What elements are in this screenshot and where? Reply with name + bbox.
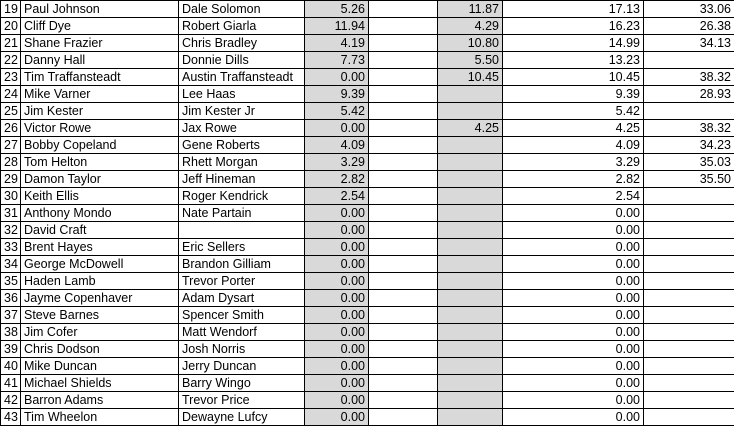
round-1-score-cell[interactable]: 11.94	[305, 18, 369, 35]
table-row	[1, 171, 734, 188]
table-row	[1, 154, 734, 171]
extra-score-cell[interactable]	[644, 290, 734, 307]
table-row	[1, 120, 734, 137]
team-name-cell[interactable]: Jim Kester	[21, 103, 179, 120]
partner-name-cell[interactable]	[179, 222, 305, 239]
partner-name-cell[interactable]: Gene Roberts	[179, 137, 305, 154]
round-2-score-cell[interactable]	[438, 171, 503, 188]
row-number[interactable]: 41	[1, 375, 21, 392]
spacer-cell[interactable]	[369, 188, 438, 205]
partner-name-cell[interactable]: Matt Wendorf	[179, 324, 305, 341]
row-number[interactable]: 43	[1, 409, 21, 426]
table-row	[1, 52, 734, 69]
table-row	[1, 341, 734, 358]
round-1-score-cell[interactable]: 0.00	[305, 256, 369, 273]
round-1-score-cell[interactable]: 0.00	[305, 69, 369, 86]
total-score-cell[interactable]: 0.00	[503, 290, 644, 307]
extra-score-cell[interactable]	[644, 239, 734, 256]
total-score-cell[interactable]: 16.23	[503, 18, 644, 35]
spacer-cell[interactable]	[369, 154, 438, 171]
extra-score-cell[interactable]	[644, 273, 734, 290]
round-1-score-cell[interactable]: 0.00	[305, 222, 369, 239]
extra-score-cell[interactable]	[644, 256, 734, 273]
spacer-cell[interactable]	[369, 35, 438, 52]
partner-name-cell[interactable]: Dewayne Lufcy	[179, 409, 305, 426]
round-1-score-cell[interactable]: 0.00	[305, 409, 369, 426]
total-score-cell[interactable]: 5.42	[503, 103, 644, 120]
team-name-cell[interactable]: Anthony Mondo	[21, 205, 179, 222]
row-number[interactable]: 39	[1, 341, 21, 358]
team-name-cell[interactable]: Barron Adams	[21, 392, 179, 409]
total-score-cell[interactable]: 0.00	[503, 358, 644, 375]
round-2-score-cell[interactable]: 4.29	[438, 18, 503, 35]
row-number[interactable]: 42	[1, 392, 21, 409]
total-score-cell[interactable]: 4.25	[503, 120, 644, 137]
team-name-cell[interactable]: Mike Varner	[21, 86, 179, 103]
round-1-score-cell[interactable]: 3.29	[305, 154, 369, 171]
team-name-cell[interactable]: Damon Taylor	[21, 171, 179, 188]
partner-name-cell[interactable]: Austin Traffansteadt	[179, 69, 305, 86]
total-score-cell[interactable]: 17.13	[503, 1, 644, 18]
team-name-cell[interactable]: Tim Traffansteadt	[21, 69, 179, 86]
round-2-score-cell[interactable]	[438, 137, 503, 154]
round-1-score-cell[interactable]: 4.09	[305, 137, 369, 154]
round-2-score-cell[interactable]	[438, 188, 503, 205]
team-name-cell[interactable]: Tim Wheelon	[21, 409, 179, 426]
total-score-cell[interactable]: 0.00	[503, 409, 644, 426]
table-row	[1, 375, 734, 392]
team-name-cell[interactable]: Haden Lamb	[21, 273, 179, 290]
spacer-cell[interactable]	[369, 18, 438, 35]
partner-name-cell[interactable]: Nate Partain	[179, 205, 305, 222]
round-1-score-cell[interactable]: 5.26	[305, 1, 369, 18]
row-number[interactable]: 37	[1, 307, 21, 324]
table-row	[1, 1, 734, 18]
spacer-cell[interactable]	[369, 273, 438, 290]
total-score-cell[interactable]: 0.00	[503, 375, 644, 392]
round-1-score-cell[interactable]: 0.00	[305, 239, 369, 256]
spacer-cell[interactable]	[369, 86, 438, 103]
round-1-score-cell[interactable]: 9.39	[305, 86, 369, 103]
table-row	[1, 409, 734, 426]
partner-name-cell[interactable]: Roger Kendrick	[179, 188, 305, 205]
team-name-cell[interactable]: Bobby Copeland	[21, 137, 179, 154]
row-number[interactable]: 25	[1, 103, 21, 120]
round-1-score-cell[interactable]: 4.19	[305, 35, 369, 52]
row-number[interactable]: 19	[1, 1, 21, 18]
row-number[interactable]: 26	[1, 120, 21, 137]
round-2-score-cell[interactable]	[438, 222, 503, 239]
extra-score-cell[interactable]: 34.23	[644, 137, 734, 154]
total-score-cell[interactable]: 0.00	[503, 392, 644, 409]
table-row	[1, 273, 734, 290]
extra-score-cell[interactable]	[644, 341, 734, 358]
extra-score-cell[interactable]	[644, 392, 734, 409]
table-row	[1, 307, 734, 324]
round-1-score-cell[interactable]: 0.00	[305, 290, 369, 307]
team-name-cell[interactable]: Keith Ellis	[21, 188, 179, 205]
row-number[interactable]: 28	[1, 154, 21, 171]
round-1-score-cell[interactable]: 0.00	[305, 392, 369, 409]
total-score-cell[interactable]: 0.00	[503, 222, 644, 239]
extra-score-cell[interactable]: 38.32	[644, 120, 734, 137]
total-score-cell[interactable]: 10.45	[503, 69, 644, 86]
round-1-score-cell[interactable]: 0.00	[305, 205, 369, 222]
round-2-score-cell[interactable]	[438, 256, 503, 273]
team-name-cell[interactable]: Paul Johnson	[21, 1, 179, 18]
partner-name-cell[interactable]: Eric Sellers	[179, 239, 305, 256]
row-number[interactable]: 30	[1, 188, 21, 205]
partner-name-cell[interactable]: Donnie Dills	[179, 52, 305, 69]
extra-score-cell[interactable]: 28.93	[644, 86, 734, 103]
spacer-cell[interactable]	[369, 290, 438, 307]
total-score-cell[interactable]: 13.23	[503, 52, 644, 69]
round-1-score-cell[interactable]: 5.42	[305, 103, 369, 120]
round-1-score-cell[interactable]: 0.00	[305, 324, 369, 341]
total-score-cell[interactable]: 2.82	[503, 171, 644, 188]
total-score-cell[interactable]: 0.00	[503, 205, 644, 222]
round-1-score-cell[interactable]: 2.54	[305, 188, 369, 205]
team-name-cell[interactable]: Mike Duncan	[21, 358, 179, 375]
partner-name-cell[interactable]: Trevor Porter	[179, 273, 305, 290]
total-score-cell[interactable]: 4.09	[503, 137, 644, 154]
extra-score-cell[interactable]	[644, 222, 734, 239]
team-name-cell[interactable]: Chris Dodson	[21, 341, 179, 358]
team-name-cell[interactable]: Michael Shields	[21, 375, 179, 392]
extra-score-cell[interactable]: 26.38	[644, 18, 734, 35]
partner-name-cell[interactable]: Adam Dysart	[179, 290, 305, 307]
total-score-cell[interactable]: 0.00	[503, 324, 644, 341]
extra-score-cell[interactable]	[644, 375, 734, 392]
spacer-cell[interactable]	[369, 307, 438, 324]
partner-name-cell[interactable]: Jax Rowe	[179, 120, 305, 137]
row-number[interactable]: 24	[1, 86, 21, 103]
spacer-cell[interactable]	[369, 52, 438, 69]
total-score-cell[interactable]: 9.39	[503, 86, 644, 103]
partner-name-cell[interactable]: Brandon Gilliam	[179, 256, 305, 273]
total-score-cell[interactable]: 0.00	[503, 307, 644, 324]
round-2-score-cell[interactable]: 4.25	[438, 120, 503, 137]
row-number[interactable]: 40	[1, 358, 21, 375]
team-name-cell[interactable]: Victor Rowe	[21, 120, 179, 137]
table-row	[1, 290, 734, 307]
round-1-score-cell[interactable]: 0.00	[305, 120, 369, 137]
team-name-cell[interactable]: Brent Hayes	[21, 239, 179, 256]
row-number[interactable]: 38	[1, 324, 21, 341]
round-2-score-cell[interactable]: 5.50	[438, 52, 503, 69]
team-name-cell[interactable]: Danny Hall	[21, 52, 179, 69]
round-2-score-cell[interactable]	[438, 358, 503, 375]
round-2-score-cell[interactable]	[438, 307, 503, 324]
partner-name-cell[interactable]: Robert Giarla	[179, 18, 305, 35]
spacer-cell[interactable]	[369, 137, 438, 154]
round-1-score-cell[interactable]: 0.00	[305, 375, 369, 392]
extra-score-cell[interactable]	[644, 103, 734, 120]
spacer-cell[interactable]	[369, 171, 438, 188]
spacer-cell[interactable]	[369, 1, 438, 18]
team-name-cell[interactable]: Jim Cofer	[21, 324, 179, 341]
partner-name-cell[interactable]: Barry Wingo	[179, 375, 305, 392]
round-2-score-cell[interactable]	[438, 103, 503, 120]
round-2-score-cell[interactable]	[438, 154, 503, 171]
total-score-cell[interactable]: 14.99	[503, 35, 644, 52]
row-number[interactable]: 32	[1, 222, 21, 239]
partner-name-cell[interactable]: Rhett Morgan	[179, 154, 305, 171]
table-row	[1, 324, 734, 341]
table-row	[1, 256, 734, 273]
round-1-score-cell[interactable]: 7.73	[305, 52, 369, 69]
partner-name-cell[interactable]: Trevor Price	[179, 392, 305, 409]
round-1-score-cell[interactable]: 0.00	[305, 273, 369, 290]
extra-score-cell[interactable]	[644, 307, 734, 324]
extra-score-cell[interactable]	[644, 409, 734, 426]
round-2-score-cell[interactable]	[438, 205, 503, 222]
extra-score-cell[interactable]	[644, 205, 734, 222]
round-2-score-cell[interactable]	[438, 392, 503, 409]
row-number[interactable]: 27	[1, 137, 21, 154]
partner-name-cell[interactable]: Josh Norris	[179, 341, 305, 358]
round-1-score-cell[interactable]: 0.00	[305, 358, 369, 375]
team-name-cell[interactable]: Jayme Copenhaver	[21, 290, 179, 307]
table-row	[1, 392, 734, 409]
team-name-cell[interactable]: Cliff Dye	[21, 18, 179, 35]
round-2-score-cell[interactable]	[438, 375, 503, 392]
round-2-score-cell[interactable]	[438, 239, 503, 256]
spacer-cell[interactable]	[369, 256, 438, 273]
round-1-score-cell[interactable]: 2.82	[305, 171, 369, 188]
table-row	[1, 205, 734, 222]
row-number[interactable]: 22	[1, 52, 21, 69]
row-number[interactable]: 23	[1, 69, 21, 86]
spacer-cell[interactable]	[369, 409, 438, 426]
spacer-cell[interactable]	[369, 375, 438, 392]
team-name-cell[interactable]: David Craft	[21, 222, 179, 239]
round-2-score-cell[interactable]	[438, 273, 503, 290]
partner-name-cell[interactable]: Lee Haas	[179, 86, 305, 103]
table-row	[1, 239, 734, 256]
partner-name-cell[interactable]: Jim Kester Jr	[179, 103, 305, 120]
extra-score-cell[interactable]: 33.06	[644, 1, 734, 18]
table-row	[1, 103, 734, 120]
round-2-score-cell[interactable]: 10.80	[438, 35, 503, 52]
total-score-cell[interactable]: 0.00	[503, 239, 644, 256]
total-score-cell[interactable]: 0.00	[503, 256, 644, 273]
partner-name-cell[interactable]: Dale Solomon	[179, 1, 305, 18]
spacer-cell[interactable]	[369, 239, 438, 256]
row-number[interactable]: 35	[1, 273, 21, 290]
extra-score-cell[interactable]: 35.03	[644, 154, 734, 171]
total-score-cell[interactable]: 0.00	[503, 273, 644, 290]
spacer-cell[interactable]	[369, 358, 438, 375]
round-2-score-cell[interactable]: 11.87	[438, 1, 503, 18]
spacer-cell[interactable]	[369, 222, 438, 239]
round-2-score-cell[interactable]	[438, 409, 503, 426]
row-number[interactable]: 20	[1, 18, 21, 35]
row-number[interactable]: 21	[1, 35, 21, 52]
row-number[interactable]: 34	[1, 256, 21, 273]
round-1-score-cell[interactable]: 0.00	[305, 307, 369, 324]
spacer-cell[interactable]	[369, 324, 438, 341]
total-score-cell[interactable]: 0.00	[503, 341, 644, 358]
spacer-cell[interactable]	[369, 69, 438, 86]
round-2-score-cell[interactable]	[438, 341, 503, 358]
spacer-cell[interactable]	[369, 120, 438, 137]
partner-name-cell[interactable]: Jerry Duncan	[179, 358, 305, 375]
row-number[interactable]: 33	[1, 239, 21, 256]
round-2-score-cell[interactable]	[438, 290, 503, 307]
row-number[interactable]: 31	[1, 205, 21, 222]
row-number[interactable]: 29	[1, 171, 21, 188]
table-row	[1, 188, 734, 205]
spacer-cell[interactable]	[369, 103, 438, 120]
team-name-cell[interactable]: Steve Barnes	[21, 307, 179, 324]
table-row	[1, 358, 734, 375]
extra-score-cell[interactable]	[644, 358, 734, 375]
team-name-cell[interactable]: Shane Frazier	[21, 35, 179, 52]
extra-score-cell[interactable]	[644, 52, 734, 69]
extra-score-cell[interactable]: 38.32	[644, 69, 734, 86]
row-number[interactable]: 36	[1, 290, 21, 307]
table-row	[1, 222, 734, 239]
table-row	[1, 18, 734, 35]
spacer-cell[interactable]	[369, 341, 438, 358]
partner-name-cell[interactable]: Jeff Hineman	[179, 171, 305, 188]
extra-score-cell[interactable]	[644, 188, 734, 205]
partner-name-cell[interactable]: Spencer Smith	[179, 307, 305, 324]
table-row	[1, 35, 734, 52]
round-2-score-cell[interactable]: 10.45	[438, 69, 503, 86]
team-name-cell[interactable]: Tom Helton	[21, 154, 179, 171]
round-2-score-cell[interactable]	[438, 324, 503, 341]
table-row	[1, 69, 734, 86]
table-row	[1, 137, 734, 154]
round-2-score-cell[interactable]	[438, 86, 503, 103]
extra-score-cell[interactable]: 34.13	[644, 35, 734, 52]
team-name-cell[interactable]: George McDowell	[21, 256, 179, 273]
partner-name-cell[interactable]: Chris Bradley	[179, 35, 305, 52]
extra-score-cell[interactable]: 35.50	[644, 171, 734, 188]
table-row	[1, 86, 734, 103]
total-score-cell[interactable]: 3.29	[503, 154, 644, 171]
table-body	[1, 1, 734, 426]
spacer-cell[interactable]	[369, 392, 438, 409]
total-score-cell[interactable]: 2.54	[503, 188, 644, 205]
round-1-score-cell[interactable]: 0.00	[305, 341, 369, 358]
extra-score-cell[interactable]	[644, 324, 734, 341]
spacer-cell[interactable]	[369, 205, 438, 222]
